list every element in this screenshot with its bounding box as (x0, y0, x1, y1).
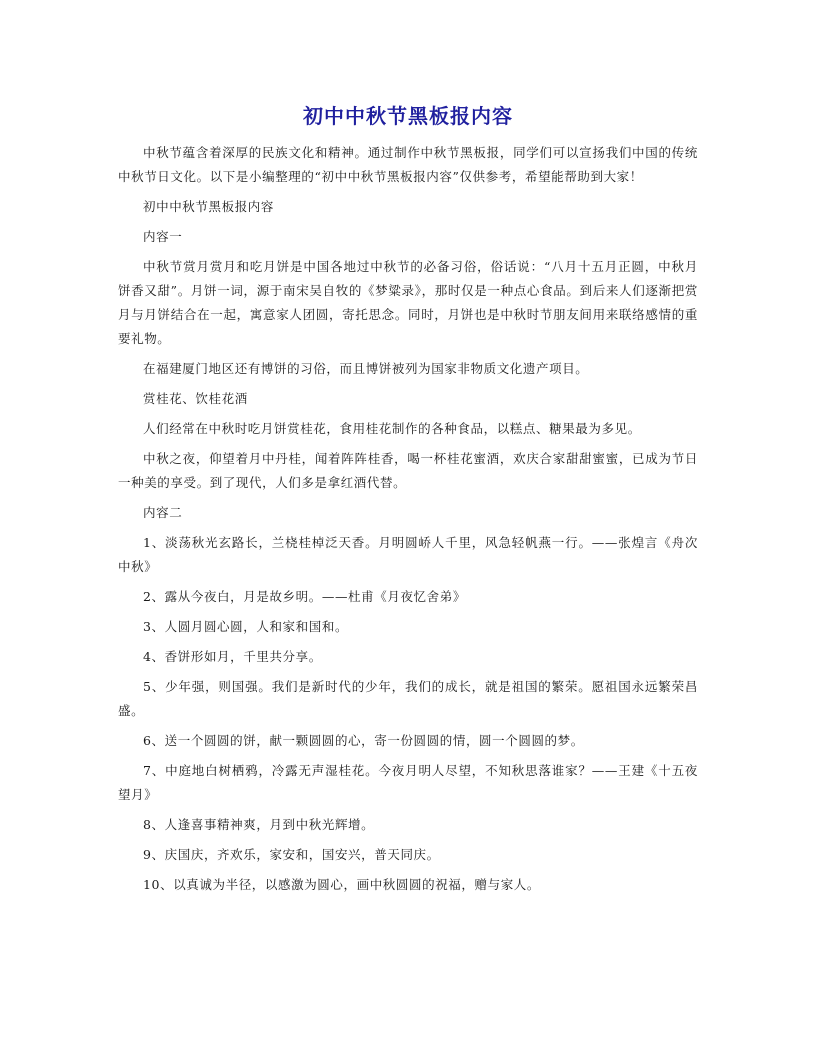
list-item: 2、露从今夜白，月是故乡明。——杜甫《月夜忆舍弟》 (143, 589, 466, 604)
intro-paragraph: 中秋节蕴含着深厚的民族文化和精神。通过制作中秋节黑板报，同学们可以宣扬我们中国的传统中秋节日文化。以下是小编整理的“初中中秋节黑板报内容”仅供参考，希望能帮助到大家！ (118, 145, 698, 184)
list-item: 9、庆国庆，齐欢乐，家安和，国安兴，普天同庆。 (143, 847, 440, 862)
section1-paragraph-4: 人们经常在中秋时吃月饼赏桂花，食用桂花制作的各种食品，以糕点、糖果最为多见。 (143, 421, 641, 436)
list-item: 6、送一个圆圆的饼，献一颗圆圆的心，寄一份圆圆的情，圆一个圆圆的梦。 (143, 733, 584, 748)
list-item: 4、香饼形如月，千里共分享。 (143, 649, 322, 664)
section1-paragraph-2: 在福建厦门地区还有博饼的习俗，而且博饼被列为国家非物质文化遗产项目。 (143, 361, 589, 376)
list-item: 8、人逢喜事精神爽，月到中秋光辉增。 (143, 817, 375, 832)
list-item: 7、中庭地白树栖鸦，冷露无声湿桂花。今夜月明人尽望，不知秋思落谁家？——王建《十五夜望月》 (118, 763, 698, 802)
document-body (118, 100, 698, 903)
list-item: 10、以真诚为半径，以感激为圆心，画中秋圆圆的祝福，赠与家人。 (143, 877, 541, 892)
section1-heading: 内容一 (143, 229, 183, 244)
section1-paragraph-3: 赏桂花、饮桂花酒 (143, 391, 248, 406)
section2-heading: 内容二 (143, 505, 183, 520)
list-item: 5、少年强，则国强。我们是新时代的少年，我们的成长，就是祖国的繁荣。愿祖国永远繁荣昌盛。 (118, 679, 698, 718)
page-title: 初中中秋节黑板报内容 (303, 104, 513, 128)
subtitle: 初中中秋节黑板报内容 (143, 199, 275, 214)
section1-paragraph-1: 中秋节赏月赏月和吃月饼是中国各地过中秋节的必备习俗，俗话说：“八月十五月正圆，中秋月饼香又甜”。月饼一词，源于南宋吴自牧的《梦粱录》，那时仅是一种点心食品。到后来人们逐渐把赏月与月饼结合在一起，寓意家人团圆，寄托思念。同时，月饼也是中秋时节朋友间用来联络感情的重要礼物。 (118, 259, 698, 346)
list-item: 1、淡荡秋光玄路长，兰桡桂棹泛天香。月明圆峤人千里，风急轻帆燕一行。——张煌言《舟次中秋》 (118, 535, 698, 574)
section1-paragraph-5: 中秋之夜，仰望着月中丹桂，闻着阵阵桂香，喝一杯桂花蜜酒，欢庆合家甜甜蜜蜜，已成为节日一种美的享受。到了现代，人们多是拿红酒代替。 (118, 451, 698, 490)
list-item: 3、人圆月圆心圆，人和家和国和。 (143, 619, 349, 634)
